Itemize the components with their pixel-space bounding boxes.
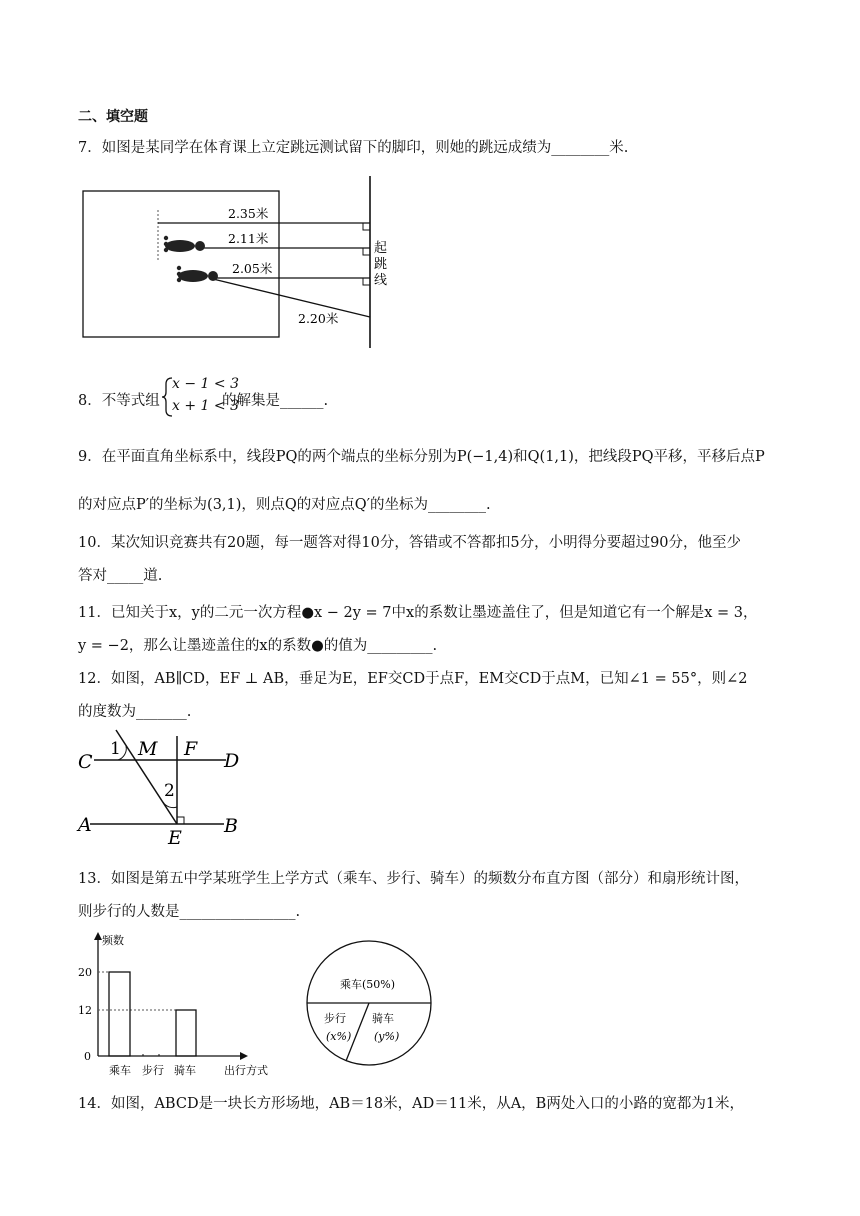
point-M: M xyxy=(138,738,158,760)
q11-line2: y = −2，那么让墨迹盖住的x的系数●的值为_________. xyxy=(78,638,438,654)
point-A: A xyxy=(78,814,92,836)
pie-label-buxing-pct: (x%) xyxy=(326,1030,352,1043)
q9-line1: 9．在平面直角坐标系中，线段PQ的两个端点的坐标分别为P(−1,4)和Q(1,1)，把线段PQ平移，平移后点P xyxy=(78,449,765,465)
bar-chengche xyxy=(109,972,130,1056)
q10-line2: 答对_____道. xyxy=(78,568,163,584)
q13-pie-chart xyxy=(302,936,436,1070)
footprint-icon-upper xyxy=(164,236,205,252)
start-line-char-2: 跳 xyxy=(374,257,388,272)
q8-prefix: 8．不等式组 xyxy=(78,393,160,409)
angle-1: 1 xyxy=(110,739,121,759)
q10-line1: 10．某次知识竞赛共有20题，每一题答对得10分，答错或不答都扣5分，小明得分要超过90分，他至少 xyxy=(78,535,742,551)
q13-line1: 13．如图是第五中学某班学生上学方式（乘车、步行、骑车）的频数分布直方图（部分）和扇形统计图， xyxy=(78,871,749,887)
point-C: C xyxy=(78,751,93,773)
q13-line2: 则步行的人数是________________. xyxy=(78,904,301,920)
ytick-20: 20 xyxy=(78,966,92,979)
category-buxing: 步行 xyxy=(142,1064,164,1077)
angle-2: 2 xyxy=(164,781,175,801)
label-2-11: 2.11米 xyxy=(228,231,269,246)
q9-line2: 的对应点P′的坐标为(3,1)，则点Q的对应点Q′的坐标为________. xyxy=(78,497,491,513)
q13-bar-chart xyxy=(76,928,286,1080)
pie-label-chengche: 乘车(50%) xyxy=(340,978,396,991)
label-2-20: 2.20米 xyxy=(298,311,339,326)
bar-qiche xyxy=(176,1010,196,1056)
label-2-05: 2.05米 xyxy=(232,261,273,276)
pie-label-qiche: 骑车 xyxy=(372,1012,394,1025)
q7-figure xyxy=(80,172,390,352)
label-2-35: 2.35米 xyxy=(228,206,269,221)
pie-label-buxing: 步行 xyxy=(324,1012,346,1025)
pie-label-qiche-pct: (y%) xyxy=(374,1030,400,1043)
q8-ineq1: x − 1 < 3 xyxy=(172,376,239,392)
q12-line2: 的度数为_______. xyxy=(78,704,192,720)
point-D: D xyxy=(224,750,240,772)
q11-line1: 11．已知关于x，y的二元一次方程●x − 2y = 7中x的系数让墨迹盖住了，但是知道它有一个解是x = 3， xyxy=(78,605,758,621)
q12-figure xyxy=(76,728,256,850)
category-qiche: 骑车 xyxy=(174,1064,196,1077)
footprint-icon-lower xyxy=(177,266,218,282)
q12-line1: 12．如图，AB∥CD，EF ⊥ AB，垂足为E，EF交CD于点F，EM交CD于点M，已知∠1 = 55°，则∠2 xyxy=(78,671,748,687)
category-chengche: 乘车 xyxy=(109,1064,131,1077)
y-axis-label: 频数 xyxy=(102,934,124,947)
ytick-0: 0 xyxy=(84,1050,91,1063)
q8-ineq2: x + 1 < 3 xyxy=(172,398,239,414)
section-title: 二、填空题 xyxy=(78,109,148,125)
start-line-char-3: 线 xyxy=(374,273,388,288)
q7-text: 7．如图是某同学在体育课上立定跳远测试留下的脚印，则她的跳远成绩为________米. xyxy=(78,140,629,156)
q8-suffix: 的解集是______. xyxy=(222,393,329,409)
q14-line1: 14．如图，ABCD是一块长方形场地，AB＝18米，AD＝11米，从A，B两处入口的小路的宽都为1米， xyxy=(78,1096,745,1112)
x-axis-label: 出行方式 xyxy=(224,1064,268,1077)
point-F: F xyxy=(184,738,198,760)
start-line-char-1: 起 xyxy=(374,241,388,256)
ytick-12: 12 xyxy=(78,1004,92,1017)
point-E: E xyxy=(168,827,182,849)
point-B: B xyxy=(224,815,238,837)
